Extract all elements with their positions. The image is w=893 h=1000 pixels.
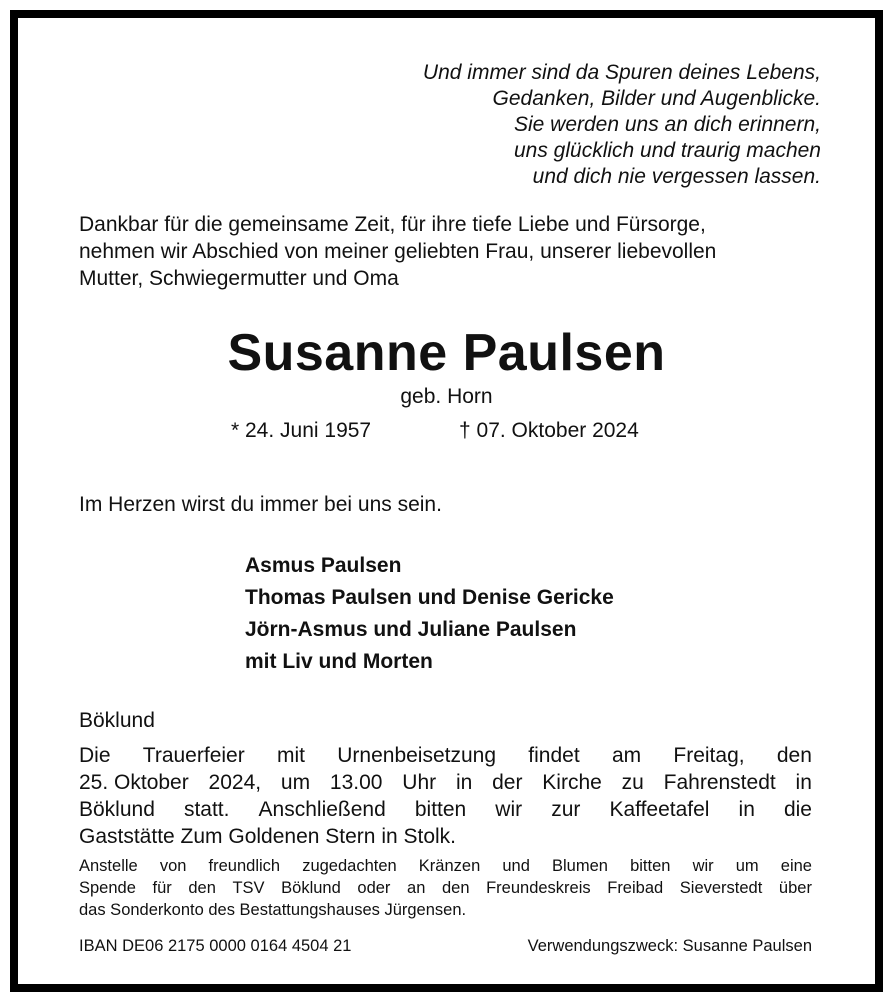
word: wir (692, 857, 714, 875)
intro-paragraph (79, 211, 812, 292)
word: findet (528, 744, 580, 767)
word: Kaffeetafel (609, 798, 710, 821)
birth-name: geb. Horn (400, 385, 493, 408)
word: das Sonderkonto des Bestattungshauses Jürgensen. (79, 901, 467, 919)
heart-line: Im Herzen wirst du immer bei uns sein. (79, 493, 442, 516)
word: Uhr (402, 771, 437, 794)
word: TSV (232, 879, 265, 897)
deceased-name: Susanne Paulsen (227, 324, 666, 382)
word: in (738, 798, 755, 821)
word: um (735, 857, 759, 875)
word: um (280, 771, 311, 794)
service-line (79, 769, 812, 796)
word: zugedachten (302, 857, 397, 875)
word: wir (495, 798, 523, 821)
word: freundlich (208, 857, 281, 875)
poem-line: uns glücklich und traurig machen (513, 139, 821, 162)
service-line (79, 796, 812, 823)
word: 13.00 (329, 771, 383, 794)
word: in (795, 771, 812, 794)
family-member: mit Liv und Morten (245, 650, 433, 673)
word: mit (276, 744, 305, 767)
word: über (778, 879, 812, 897)
service-paragraph (79, 742, 812, 850)
word: den (188, 879, 216, 897)
intro-line: nehmen wir Abschied von meiner geliebten Frau, unserer liebevollen (79, 240, 717, 263)
word: Fahrenstedt (663, 771, 776, 794)
word: der (492, 771, 523, 794)
word: an (407, 879, 426, 897)
obituary-frame (10, 10, 883, 992)
word: Gaststätte Zum Goldenen Stern in Stolk. (79, 825, 457, 848)
poem-line: Und immer sind da Spuren deines Lebens, (422, 61, 821, 84)
word: Trauerfeier (142, 744, 245, 767)
word: den (776, 744, 812, 767)
word: Blumen (552, 857, 608, 875)
word: oder (357, 879, 391, 897)
intro-line: Dankbar für die gemeinsame Zeit, für ihre tiefe Liebe und Fürsorge, (79, 213, 706, 236)
poem (423, 60, 821, 190)
donation-line (79, 899, 812, 921)
poem-line: Gedanken, Bilder und Augenblicke. (492, 87, 821, 110)
word: zur (551, 798, 581, 821)
family-list (245, 550, 614, 678)
poem-line: und dich nie vergessen lassen. (532, 165, 821, 188)
death-date: † 07. Oktober 2024 (459, 419, 639, 442)
word: Böklund (79, 798, 155, 821)
word: in (455, 771, 473, 794)
word: bitten (630, 857, 671, 875)
payment-purpose: Verwendungszweck: Susanne Paulsen (527, 937, 812, 955)
service-line (79, 742, 812, 769)
word: Böklund (281, 879, 341, 897)
family-member: Asmus Paulsen (245, 554, 402, 577)
donation-line (79, 855, 812, 877)
word: 2024, (208, 771, 262, 794)
poem-line: Sie werden uns an dich erinnern, (513, 113, 821, 136)
family-member: Thomas Paulsen und Denise Gericke (245, 586, 614, 609)
word: Kränzen (418, 857, 481, 875)
word: Die (79, 744, 111, 767)
iban: IBAN DE06 2175 0000 0164 4504 21 (79, 937, 352, 955)
word: eine (780, 857, 812, 875)
word: am (611, 744, 642, 767)
word: 25. Oktober (79, 771, 189, 794)
birth-date: * 24. Juni 1957 (231, 419, 372, 442)
word: bitten (414, 798, 467, 821)
word: Spende (79, 879, 136, 897)
family-member: Jörn-Asmus und Juliane Paulsen (245, 618, 577, 641)
word: für (152, 879, 172, 897)
word: Freibad (607, 879, 664, 897)
service-line (79, 823, 812, 850)
word: Anstelle (79, 857, 138, 875)
place-name: Böklund (79, 709, 155, 732)
word: Urnenbeisetzung (337, 744, 497, 767)
donation-line (79, 877, 812, 899)
donation-paragraph (79, 855, 812, 921)
word: Anschließend (258, 798, 386, 821)
word: den (441, 879, 470, 897)
word: statt. (183, 798, 230, 821)
word: Freundeskreis (486, 879, 591, 897)
intro-line: Mutter, Schwiegermutter und Oma (79, 267, 399, 290)
word: von (159, 857, 187, 875)
word: Freitag, (673, 744, 745, 767)
word: die (783, 798, 812, 821)
word: und (502, 857, 530, 875)
word: Sieverstedt (679, 879, 763, 897)
word: Kirche (542, 771, 602, 794)
word: zu (621, 771, 644, 794)
